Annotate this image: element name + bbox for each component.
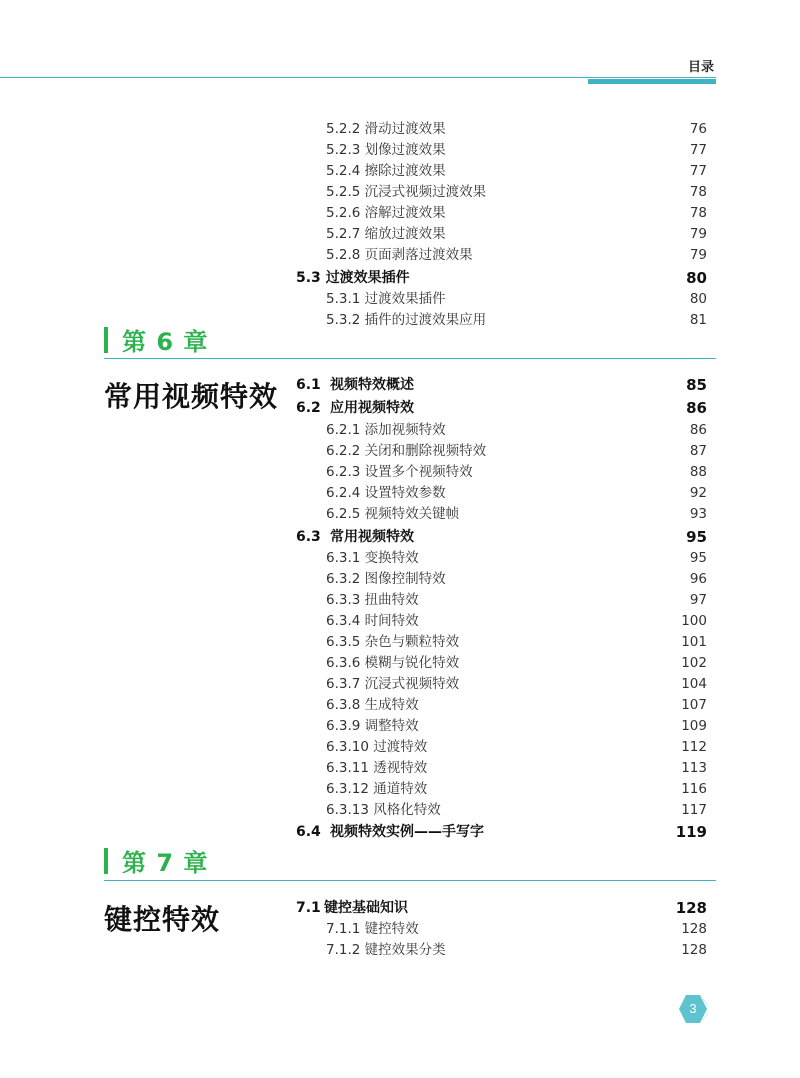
toc-section-6-2[interactable] — [296, 398, 707, 419]
entry-title: 扭曲特效 — [364, 592, 419, 608]
chapter-6-label: 第 6 章 — [104, 322, 208, 357]
entry-number: 6.2.4 — [326, 485, 361, 501]
entry-number: 6.3.12 — [326, 781, 369, 797]
entry-page: 112 — [681, 739, 707, 755]
toc-section-7-1[interactable] — [296, 898, 707, 919]
toc-entry-6-2-3[interactable] — [326, 462, 707, 483]
entry-number: 6.2.3 — [326, 464, 361, 480]
toc-entry-6-2-5[interactable] — [326, 504, 707, 525]
entry-title: 滑动过渡效果 — [364, 121, 446, 137]
chapter-marker-bar — [104, 327, 108, 353]
section-number: 6.1 — [296, 377, 321, 393]
section-title: 应用视频特效 — [330, 400, 414, 416]
entry-number: 6.3.9 — [326, 718, 361, 734]
entry-title: 透视特效 — [373, 760, 428, 776]
chapter-6-title: 常用视频特效 — [104, 380, 279, 413]
entry-number: 6.3.1 — [326, 550, 361, 566]
toc-section-6-1[interactable] — [296, 375, 707, 396]
entry-number: 6.3.5 — [326, 634, 361, 650]
entry-title: 时间特效 — [364, 613, 419, 629]
entry-page: 97 — [689, 592, 707, 608]
entry-number: 5.2.7 — [326, 226, 361, 242]
entry-page: 128 — [681, 921, 707, 937]
entry-number: 5.3.2 — [326, 312, 361, 328]
toc-entry-5-3-1[interactable] — [326, 289, 707, 310]
entry-page: 87 — [689, 443, 707, 459]
section-title: 键控基础知识 — [324, 900, 408, 916]
entry-page: 79 — [689, 226, 707, 242]
section-number: 5.3 — [296, 270, 321, 286]
entry-page: 128 — [681, 942, 707, 958]
entry-number: 6.3.8 — [326, 697, 361, 713]
entry-number: 5.2.5 — [326, 184, 361, 200]
entry-page: 88 — [689, 464, 707, 480]
section-page: 80 — [686, 269, 707, 287]
toc-section-6-4[interactable] — [296, 822, 707, 843]
toc-entry-6-3-1[interactable] — [326, 548, 707, 569]
toc-entry-5-2-3[interactable] — [326, 140, 707, 161]
section-number: 6.3 — [296, 529, 321, 545]
toc-entry-5-3-2[interactable] — [326, 310, 707, 331]
chapter-7-title: 键控特效 — [104, 903, 221, 936]
entry-title: 添加视频特效 — [364, 422, 446, 438]
running-header-title: 目录 — [687, 60, 714, 75]
toc-entry-6-3-5[interactable] — [326, 632, 707, 653]
entry-number: 7.1.1 — [326, 921, 361, 937]
toc-entry-6-3-4[interactable] — [326, 611, 707, 632]
entry-page: 104 — [681, 676, 707, 692]
entry-title: 键控特效 — [364, 921, 419, 937]
entry-title: 过渡特效 — [373, 739, 428, 755]
entry-number: 6.3.13 — [326, 802, 369, 818]
entry-number: 6.2.2 — [326, 443, 361, 459]
entry-number: 6.3.10 — [326, 739, 369, 755]
entry-page: 79 — [689, 247, 707, 263]
entry-title: 擦除过渡效果 — [364, 163, 446, 179]
entry-page: 95 — [689, 550, 707, 566]
toc-entry-6-2-1[interactable] — [326, 420, 707, 441]
entry-number: 6.2.1 — [326, 422, 361, 438]
entry-number: 5.2.6 — [326, 205, 361, 221]
entry-page: 86 — [689, 422, 707, 438]
entry-page: 116 — [681, 781, 707, 797]
section-title: 过渡效果插件 — [325, 270, 410, 286]
section-number: 6.4 — [296, 824, 321, 840]
entry-number: 6.3.3 — [326, 592, 361, 608]
entry-title: 通道特效 — [373, 781, 428, 797]
page-number-badge — [678, 994, 708, 1024]
entry-title: 关闭和删除视频特效 — [364, 443, 487, 459]
toc-entry-6-3-7[interactable] — [326, 674, 707, 695]
entry-title: 变换特效 — [364, 550, 419, 566]
entry-page: 109 — [681, 718, 707, 734]
entry-number: 5.2.8 — [326, 247, 361, 263]
entry-page: 101 — [681, 634, 707, 650]
entry-title: 调整特效 — [364, 718, 419, 734]
toc-entry-6-2-2[interactable] — [326, 441, 707, 462]
entry-title: 图像控制特效 — [364, 571, 446, 587]
entry-page: 107 — [681, 697, 707, 713]
chapter-marker-bar — [104, 848, 108, 874]
entry-page: 78 — [689, 205, 707, 221]
entry-page: 76 — [689, 121, 707, 137]
section-number: 6.2 — [296, 400, 321, 416]
entry-page: 77 — [689, 142, 707, 158]
section-title: 视频特效概述 — [330, 377, 414, 393]
chapter-6-rule — [104, 358, 716, 359]
entry-title: 杂色与颗粒特效 — [364, 634, 460, 650]
toc-entry-5-2-7[interactable] — [326, 224, 707, 245]
entry-title: 视频特效关键帧 — [364, 506, 460, 522]
entry-page: 77 — [689, 163, 707, 179]
entry-title: 插件的过渡效果应用 — [364, 312, 487, 328]
section-title: 视频特效实例——手写字 — [330, 824, 484, 840]
toc-entry-6-3-3[interactable] — [326, 590, 707, 611]
entry-page: 102 — [681, 655, 707, 671]
entry-page: 100 — [681, 613, 707, 629]
toc-entry-5-2-8[interactable] — [326, 245, 707, 266]
entry-title: 键控效果分类 — [364, 942, 446, 958]
toc-entry-6-3-12[interactable] — [326, 779, 707, 800]
toc-entry-6-2-4[interactable] — [326, 483, 707, 504]
section-page: 86 — [686, 399, 707, 417]
entry-title: 设置特效参数 — [364, 485, 446, 501]
header-rule — [0, 77, 716, 78]
entry-page: 92 — [689, 485, 707, 501]
section-page: 95 — [686, 528, 707, 546]
entry-page: 78 — [689, 184, 707, 200]
entry-title: 风格化特效 — [373, 802, 441, 818]
entry-title: 溶解过渡效果 — [364, 205, 446, 221]
entry-number: 6.3.2 — [326, 571, 361, 587]
entry-title: 沉浸式视频特效 — [364, 676, 460, 692]
section-page: 119 — [675, 823, 707, 841]
entry-number: 5.2.3 — [326, 142, 361, 158]
toc-entry-5-2-4[interactable] — [326, 161, 707, 182]
entry-number: 6.3.6 — [326, 655, 361, 671]
toc-section-5-3[interactable] — [296, 268, 707, 289]
toc-entry-6-3-13[interactable] — [326, 800, 707, 821]
toc-entry-6-3-8[interactable] — [326, 695, 707, 716]
toc-entry-6-3-9[interactable] — [326, 716, 707, 737]
entry-number: 5.3.1 — [326, 291, 361, 307]
toc-entry-5-2-5[interactable] — [326, 182, 707, 203]
chapter-7-rule — [104, 880, 716, 881]
toc-entry-6-3-11[interactable] — [326, 758, 707, 779]
toc-entry-6-3-6[interactable] — [326, 653, 707, 674]
entry-number: 5.2.2 — [326, 121, 361, 137]
entry-number: 6.3.7 — [326, 676, 361, 692]
page-number: 3 — [689, 1001, 697, 1016]
toc-entry-7-1-2[interactable] — [326, 940, 707, 961]
entry-page: 93 — [689, 506, 707, 522]
toc-entry-5-2-2[interactable] — [326, 119, 707, 140]
toc-entry-6-3-10[interactable] — [326, 737, 707, 758]
entry-title: 模糊与锐化特效 — [364, 655, 460, 671]
toc-entry-7-1-1[interactable] — [326, 919, 707, 940]
entry-page: 80 — [689, 291, 707, 307]
section-title: 常用视频特效 — [330, 529, 414, 545]
toc-entry-6-3-2[interactable] — [326, 569, 707, 590]
entry-number: 7.1.2 — [326, 942, 361, 958]
header-accent-bar — [588, 79, 716, 84]
toc-entry-5-2-6[interactable] — [326, 203, 707, 224]
entry-page: 117 — [681, 802, 707, 818]
entry-title: 生成特效 — [364, 697, 419, 713]
entry-title: 沉浸式视频过渡效果 — [364, 184, 487, 200]
entry-title: 设置多个视频特效 — [364, 464, 473, 480]
entry-title: 过渡效果插件 — [364, 291, 446, 307]
entry-title: 页面剥落过渡效果 — [364, 247, 473, 263]
entry-number: 6.2.5 — [326, 506, 361, 522]
section-page: 85 — [686, 376, 707, 394]
entry-page: 96 — [689, 571, 707, 587]
entry-number: 6.3.4 — [326, 613, 361, 629]
section-page: 128 — [675, 899, 707, 917]
entry-page: 113 — [681, 760, 707, 776]
entry-title: 缩放过渡效果 — [364, 226, 446, 242]
entry-number: 6.3.11 — [326, 760, 369, 776]
entry-number: 5.2.4 — [326, 163, 361, 179]
chapter-7-label: 第 7 章 — [104, 843, 208, 878]
section-number: 7.1 — [296, 900, 321, 916]
toc-section-6-3[interactable] — [296, 527, 707, 548]
entry-page: 81 — [689, 312, 707, 328]
entry-title: 划像过渡效果 — [364, 142, 446, 158]
